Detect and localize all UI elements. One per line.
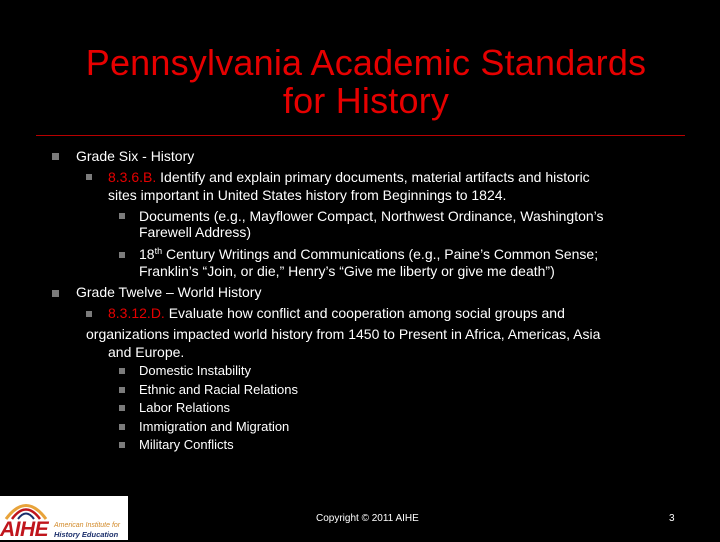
aihe-logo (0, 496, 128, 540)
bullet-square-icon (52, 153, 59, 160)
bullet-square-icon (86, 174, 92, 180)
logo-tagline-1: American Institute for (54, 522, 121, 529)
bullet-square-icon (119, 405, 125, 411)
documents-line-1: Documents (e.g., Mayflower Compact, Northwest Ordinance, Washington’s (139, 208, 604, 224)
page-number: 3 (669, 513, 675, 524)
grade-twelve-heading: Grade Twelve – World History (76, 284, 262, 300)
bullet-square-icon (119, 368, 125, 374)
topic-item: Ethnic and Racial Relations (139, 382, 298, 397)
topic-item: Military Conflicts (139, 437, 234, 452)
bullet-square-icon (86, 311, 92, 317)
grade-twelve-standard-line-1: 8.3.12.D. Evaluate how conflict and cooperation among social groups and (108, 305, 565, 321)
topic-item: Domestic Instability (139, 363, 251, 378)
grade-twelve-standard-line-2: organizations impacted world history from 1450 to Present in Africa, Americas, Asia (86, 326, 601, 342)
grade-six-standard-line-2: sites important in United States history from Beginnings to 1824. (108, 187, 507, 203)
copyright-footer: Copyright © 2011 AIHE (316, 513, 419, 524)
standard-code: 8.3.12.D. (108, 305, 165, 321)
topic-item: Labor Relations (139, 400, 231, 415)
bullet-square-icon (52, 290, 59, 297)
writings-line-1: 18th Century Writings and Communications (e.g., Paine’s Common Sense; (139, 246, 599, 262)
standard-code: 8.3.6.B. (108, 169, 157, 185)
grade-six-heading: Grade Six - History (76, 148, 195, 164)
bullet-square-icon (119, 213, 125, 219)
title-divider (36, 135, 685, 136)
topic-item: Immigration and Migration (139, 419, 290, 434)
bullet-square-icon (119, 387, 125, 393)
slide-title (36, 44, 696, 120)
logo-tagline-2: History Education (54, 530, 119, 539)
bullet-square-icon (119, 252, 125, 258)
logo-arch-icon (4, 498, 48, 520)
title-line-1: Pennsylvania Academic Standards (85, 42, 647, 83)
grade-six-standard-line-1: 8.3.6.B. Identify and explain primary documents, material artifacts and historic (108, 169, 590, 185)
grade-twelve-standard-line-3: and Europe. (108, 344, 185, 360)
logo-mark: AIHE (0, 518, 49, 541)
bullet-square-icon (119, 442, 125, 448)
title-line-2: for History (282, 80, 450, 121)
bullet-square-icon (119, 424, 125, 430)
writings-line-2: Franklin’s “Join, or die,” Henry’s “Give me liberty or give me death”) (139, 263, 555, 279)
documents-line-2: Farewell Address) (139, 224, 252, 240)
